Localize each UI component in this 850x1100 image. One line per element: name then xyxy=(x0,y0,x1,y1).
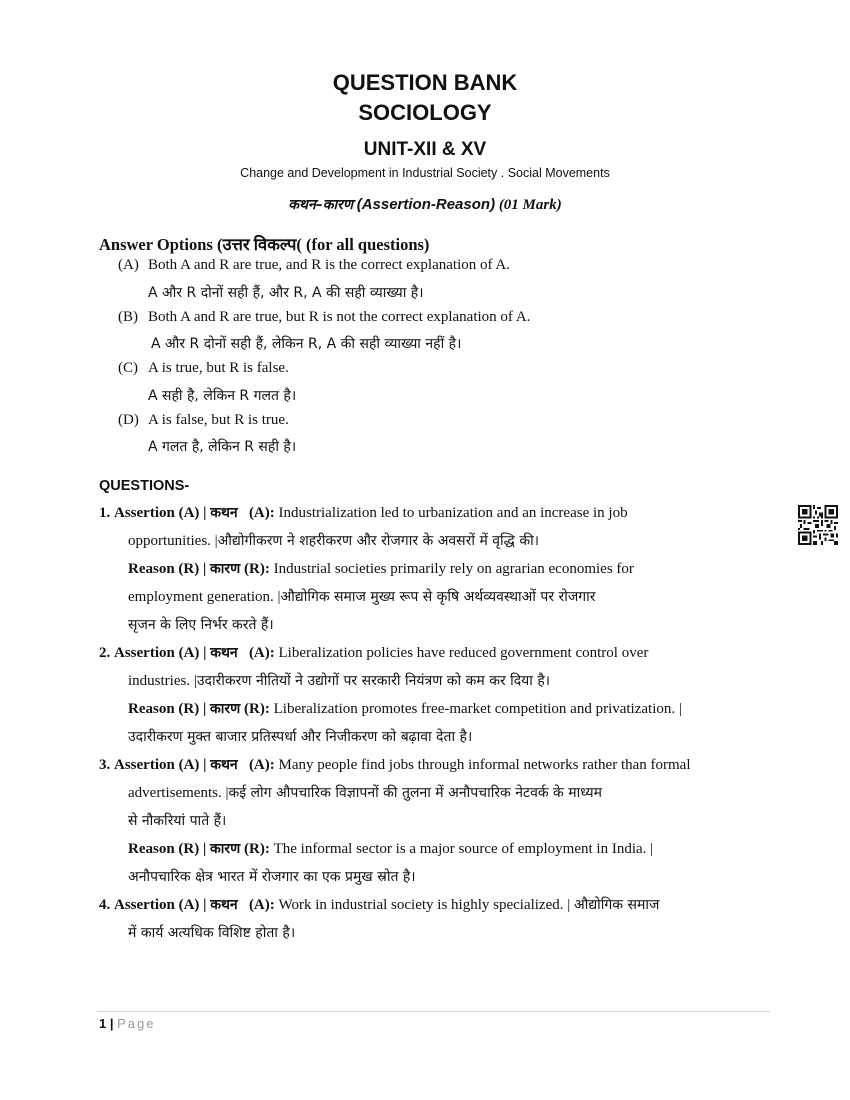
q3-number: 3. xyxy=(99,757,111,773)
q3-assertion: 3. Assertion (A) | कथन (A): Many people find jobs through informal networks rather than formal xyxy=(99,757,691,773)
q1-reason: Reason (R) | कारण (R): Industrial societies primarily rely on agrarian economies for xyxy=(128,561,634,577)
option-c-hindi: A सही है, लेकिन R गलत है। xyxy=(148,388,297,404)
q1-assertion-cont: opportunities. |औद्योगीकरण ने शहरीकरण और रोजगार के अवसरों में वृद्धि की। xyxy=(128,533,539,549)
footer-divider xyxy=(97,1011,770,1012)
section-marks: (01 Mark) xyxy=(498,197,562,213)
option-d: (D) A is false, but R is true. xyxy=(118,412,289,428)
page-number: 1 xyxy=(99,1016,107,1031)
q2-assertion-cont: industries. |उदारीकरण नीतियों ने उद्योगों पर सरकारी नियंत्रण को कम कर दिया है। xyxy=(128,673,551,689)
page-label: Page xyxy=(117,1016,156,1031)
page-separator: | xyxy=(109,1016,114,1031)
q4-number: 4. xyxy=(99,897,111,913)
q2-number: 2. xyxy=(99,645,111,661)
page-footer xyxy=(99,1016,156,1031)
option-c-text: A is true, but R is false. xyxy=(148,360,289,376)
option-b: (B) Both A and R are true, but R is not the correct explanation of A. xyxy=(118,309,531,325)
q3-reason-hindi: अनौपचारिक क्षेत्र भारत में रोजगार का एक प्रमुख स्रोत है। xyxy=(128,869,416,885)
q3-assertion-cont: advertisements. |कई लोग औपचारिक विज्ञापनों की तुलना में अनौपचारिक नेटवर्क के माध्यम xyxy=(128,785,603,801)
option-d-text: A is false, but R is true. xyxy=(148,412,289,428)
q3-assertion-hindi-cont: से नौकरियां पाते हैं। xyxy=(128,813,227,829)
option-d-hindi: A गलत है, लेकिन R सही है। xyxy=(148,439,297,455)
option-a-hindi: A और R दोनों सही हैं, और R, A की सही व्याख्या है। xyxy=(148,285,424,301)
q1-reason-hindi-cont: सृजन के लिए निर्भर करते हैं। xyxy=(128,617,274,633)
section-title-hindi: कथन–कारण xyxy=(288,197,353,213)
unit-subtitle: Change and Development in Industrial Society . Social Movements xyxy=(240,166,610,180)
q1-assertion: 1. Assertion (A) | कथन (A): Industrialization led to urbanization and an increase in job xyxy=(99,505,628,521)
option-c: (C) A is true, but R is false. xyxy=(118,360,289,376)
section-title-english: (Assertion-Reason) xyxy=(356,196,496,213)
q1-number: 1. xyxy=(99,505,111,521)
q2-reason-hindi: उदारीकरण मुक्त बाजार प्रतिस्पर्धा और निजीकरण को बढ़ावा देता है। xyxy=(128,729,473,745)
qr-code-icon[interactable] xyxy=(798,505,838,545)
answer-options-heading: Answer Options (उत्तर विकल्प( (for all questions) xyxy=(99,235,430,254)
q4-assertion: 4. Assertion (A) | कथन (A): Work in industrial society is highly specialized. | औद्योगिक समाज xyxy=(99,897,660,913)
section-title xyxy=(0,195,850,214)
option-b-hindi: A और R दोनों सही हैं, लेकिन R, A की सही व्याख्या नहीं है। xyxy=(151,336,462,352)
subject-title: SOCIOLOGY xyxy=(358,100,492,125)
q2-reason: Reason (R) | कारण (R): Liberalization promotes free-market competition and privatization. | xyxy=(128,701,682,717)
questions-heading: QUESTIONS- xyxy=(99,478,190,494)
q4-assertion-hindi-cont: में कार्य अत्यधिक विशिष्ट होता है। xyxy=(128,925,296,941)
q2-assertion: 2. Assertion (A) | कथन (A): Liberalization policies have reduced government control over xyxy=(99,645,649,661)
q3-reason: Reason (R) | कारण (R): The informal sector is a major source of employment in India. | xyxy=(128,841,654,857)
option-a-text: Both A and R are true, and R is the correct explanation of A. xyxy=(148,257,510,273)
unit-title: UNIT-XII & XV xyxy=(363,139,487,160)
q1-reason-cont: employment generation. |औद्योगिक समाज मुख्य रूप से कृषि अर्थव्यवस्थाओं पर रोजगार xyxy=(128,589,596,605)
option-a: (A) Both A and R are true, and R is the correct explanation of A. xyxy=(118,257,510,273)
option-b-text: Both A and R are true, but R is not the correct explanation of A. xyxy=(148,309,531,325)
document-title: QUESTION BANK xyxy=(332,70,518,95)
